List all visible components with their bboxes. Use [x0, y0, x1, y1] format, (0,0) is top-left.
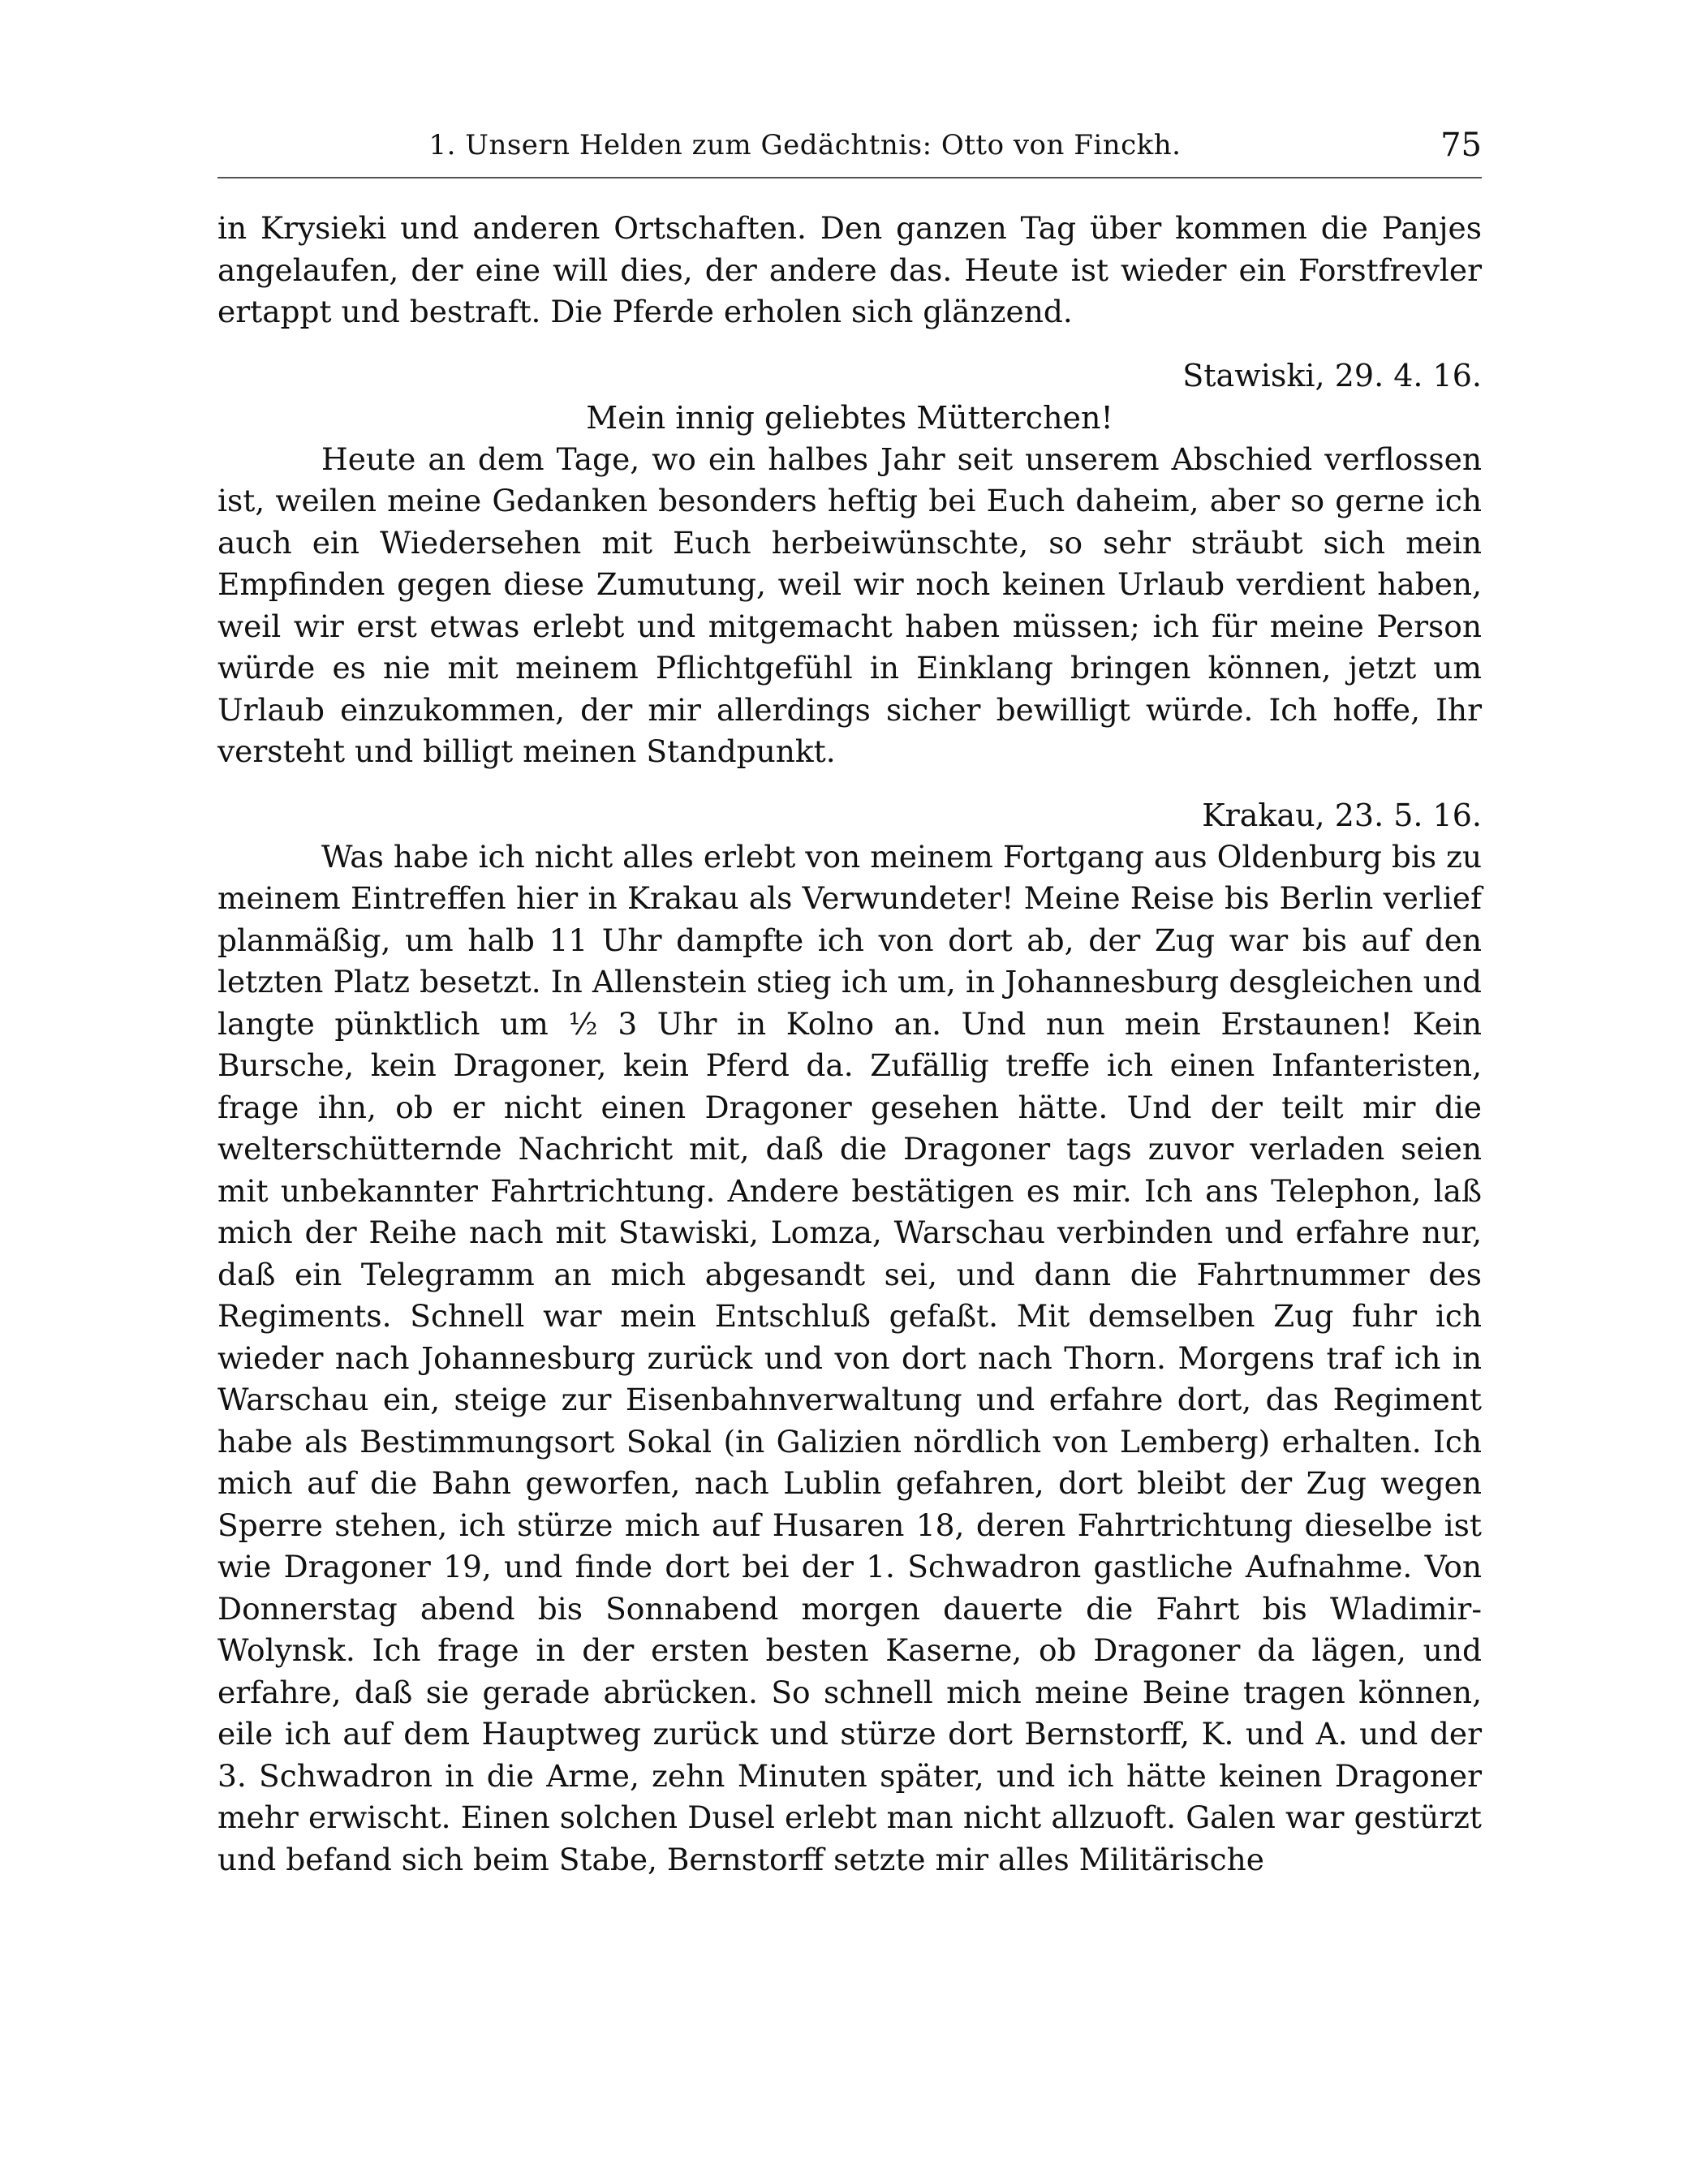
letter1-salutation: Mein innig geliebtes Mütterchen! [586, 399, 1113, 436]
opening-paragraph: in Krysieki und anderen Ortschaften. Den ganzen Tag über kommen die Panjes angelaufen, der eine will dies, der andere das. Heute ist wieder ein Forstfrevler ertappt und bestraft. Die Pferde erholen sich glänzend. [217, 210, 1482, 329]
letter2-paragraph: Was habe ich nicht alles erlebt von meinem Fortgang aus Oldenburg bis zu meinem Eintreffen hier in Krakau als Verwundeter! Meine Reise bis Berlin verlief planmäßig, um halb 11 Uhr dampfte ich von dort ab, der Zug war bis auf den letzten Platz besetzt. In Allenstein stieg ich um, in Johannesburg desgleichen und langte pünktlich um ½ 3 Uhr in Kolno an. Und nun mein Erstaunen! Kein Bursche, kein Dragoner, kein Pferd da. Zufällig treffe ich einen Infanteristen, frage ihn, ob er nicht einen Dragoner gesehen hätte. Und der teilt mir die welterschütternde Nachricht mit, daß die Dragoner tags zuvor verladen seien mit unbekannter Fahrtrichtung. Andere bestätigen es mir. Ich ans Telephon, laß mich der Reihe nach mit Stawiski, Lomza, Warschau verbinden und erfahre nur, daß ein Telegramm an mich abgesandt sei, und dann die Fahrtnummer des Regiments. Schnell war mein Entschluß gefaßt. Mit demselben Zug fuhr ich wieder nach Johannesburg zurück und von dort nach Thorn. Morgens traf ich in Warschau ein, steige zur Eisenbahnverwaltung und erfahre dort, das Regiment habe als Bestimmungsort Sokal (in Galizien nördlich von Lemberg) erhalten. Ich mich auf die Bahn geworfen, nach Lublin gefahren, dort bleibt der Zug wegen Sperre stehen, ich stürze mich auf Husaren 18, deren Fahrtrichtung dieselbe ist wie Dragoner 19, und finde dort bei der 1. Schwadron gastliche Aufnahme. Von Donnerstag abend bis Sonnabend morgen dauerte die Fahrt bis Wladimir-Wolynsk. Ich frage in der ersten besten Kaserne, ob Dragoner da lägen, und erfahre, daß sie gerade abrücken. So schnell mich meine Beine tragen können, eile ich auf dem Hauptweg zurück und stürze dort Bernstorff, K. und A. und der 3. Schwadron in die Arme, zehn Minuten später, und ich hätte keinen Dragoner mehr erwischt. Einen solchen Dusel erlebt man nicht allzuoft. Galen war gestürzt und befand sich beim Stabe, Bernstorff setzte mir alles Militärische [217, 838, 1482, 1877]
page-number: 75 [1440, 127, 1482, 164]
letter1-paragraph: Heute an dem Tage, wo ein halbes Jahr seit unserem Abschied verflossen ist, weilen meine Gedanken besonders heftig bei Euch daheim, aber so gerne ich auch ein Wiedersehen mit Euch herbeiwünschte, so sehr sträubt sich mein Empfinden gegen diese Zumutung, weil wir noch keinen Urlaub verdient haben, weil wir erst etwas erlebt und mitgemacht haben müssen; ich für meine Person würde es nie mit meinem Pflichtgefühl in Einklang bringen können, jetzt um Urlaub einzukommen, der mir allerdings sicher bewilligt würde. Ich hoffe, Ihr versteht und billigt meinen Standpunkt. [217, 441, 1482, 769]
book-page [217, 120, 1482, 2119]
running-title: 1. Unsern Helden zum Gedächtnis: Otto von Finckh. [428, 129, 1182, 161]
letter2-dateline: Krakau, 23. 5. 16. [1202, 797, 1482, 833]
letter1-dateline: Stawiski, 29. 4. 16. [1182, 357, 1482, 393]
running-header [217, 120, 1482, 170]
header-rule [217, 177, 1482, 178]
